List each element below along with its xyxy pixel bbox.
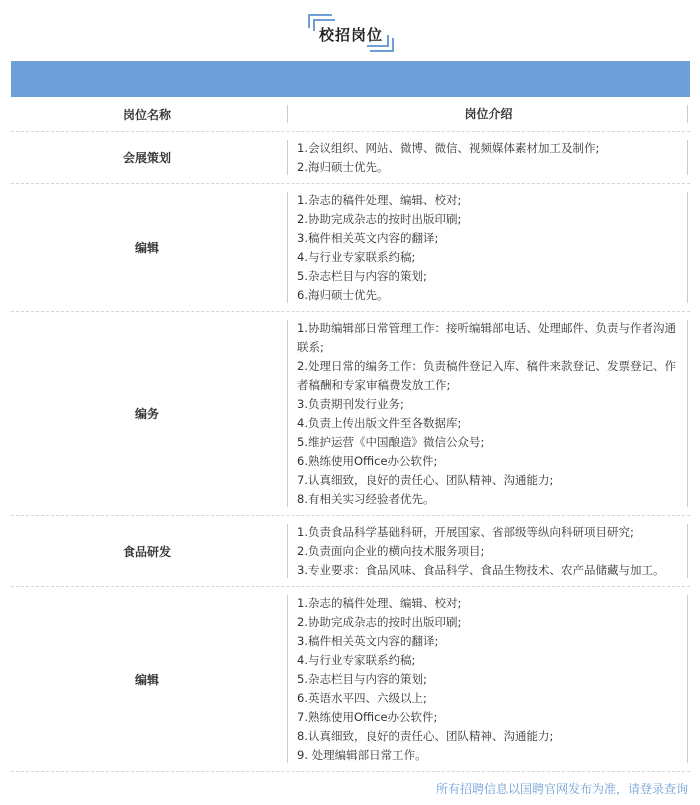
description-line: 3.专业要求：食品风味、食品科学、食品生物技术、农产品储藏与加工。 bbox=[297, 563, 665, 577]
position-description bbox=[287, 184, 690, 311]
position-description bbox=[287, 312, 690, 515]
title-frame bbox=[308, 14, 394, 52]
table-row bbox=[11, 587, 690, 772]
position-name: 编辑 bbox=[134, 672, 159, 687]
page-title: 校招岗位 bbox=[318, 26, 383, 44]
description-line: 4.负责上传出版文件至各数据库; bbox=[297, 416, 462, 430]
description-line: 8.有相关实习经验者优先。 bbox=[297, 492, 435, 506]
table-row bbox=[11, 184, 690, 312]
table-row bbox=[11, 516, 690, 587]
footer-notice: 所有招聘信息以国聘官网发布为准，请登录查询 bbox=[435, 782, 688, 796]
description-line: 2.协助完成杂志的按时出版印刷; bbox=[297, 212, 462, 226]
description-line: 3.稿件相关英文内容的翻译; bbox=[297, 634, 439, 648]
description-line: 1.会议组织、网站、微博、微信、视频媒体素材加工及制作; bbox=[297, 141, 600, 155]
page-title-area bbox=[0, 14, 700, 54]
description-line: 4.与行业专家联系约稿; bbox=[297, 250, 416, 264]
position-name: 编辑 bbox=[134, 241, 159, 255]
description-line: 7.认真细致，良好的责任心、团队精神、沟通能力; bbox=[297, 473, 554, 487]
description-line: 2.协助完成杂志的按时出版印刷; bbox=[297, 615, 462, 629]
column-header-name: 岗位名称 bbox=[122, 107, 171, 122]
description-line: 2.负责面向企业的横向技术服务项目; bbox=[297, 544, 485, 558]
description-line: 2.海归硕士优先。 bbox=[297, 160, 389, 174]
description-line: 3.负责期刊发行业务; bbox=[297, 397, 404, 411]
position-name: 会展策划 bbox=[122, 151, 171, 165]
description-line: 1.协助编辑部日常管理工作：接听编辑部电话、处理邮件、负责与作者沟通联系; bbox=[297, 321, 676, 354]
description-line: 6.英语水平四、六级以上; bbox=[297, 691, 427, 705]
description-line: 5.维护运营《中国酿造》微信公众号; bbox=[297, 435, 485, 449]
description-line: 3.稿件相关英文内容的翻译; bbox=[297, 231, 439, 245]
description-line: 2.处理日常的编务工作：负责稿件登记入库、稿件来款登记、发票登记、作者稿酬和专家审稿费发放工作; bbox=[297, 359, 676, 392]
title-corner-decoration-bottom-right bbox=[370, 38, 394, 52]
description-line: 1.杂志的稿件处理、编辑、校对; bbox=[297, 193, 462, 207]
description-line: 8.认真细致，良好的责任心、团队精神、沟通能力; bbox=[297, 729, 554, 743]
position-description bbox=[287, 132, 690, 183]
description-line: 5.杂志栏目与内容的策划; bbox=[297, 269, 427, 283]
position-description bbox=[287, 587, 690, 771]
description-line: 9. 处理编辑部日常工作。 bbox=[297, 748, 427, 762]
description-line: 1.负责食品科学基础科研，开展国家、省部级等纵向科研项目研究; bbox=[297, 525, 634, 539]
description-line: 4.与行业专家联系约稿; bbox=[297, 653, 416, 667]
description-line: 6.海归硕士优先。 bbox=[297, 288, 389, 302]
table-row bbox=[11, 312, 690, 516]
description-line: 5.杂志栏目与内容的策划; bbox=[297, 672, 427, 686]
column-header-desc: 岗位介绍 bbox=[287, 97, 690, 131]
positions-table bbox=[11, 97, 690, 772]
table-body bbox=[11, 132, 690, 772]
table-header-row bbox=[11, 97, 690, 132]
description-line: 6.熟练使用Office办公软件; bbox=[297, 454, 438, 468]
position-description bbox=[287, 516, 690, 586]
description-line: 7.熟练使用Office办公软件; bbox=[297, 710, 438, 724]
position-name: 编务 bbox=[134, 407, 159, 421]
position-name: 食品研发 bbox=[122, 544, 171, 559]
table-row bbox=[11, 132, 690, 184]
header-banner-bar bbox=[11, 61, 690, 97]
description-line: 1.杂志的稿件处理、编辑、校对; bbox=[297, 596, 462, 610]
